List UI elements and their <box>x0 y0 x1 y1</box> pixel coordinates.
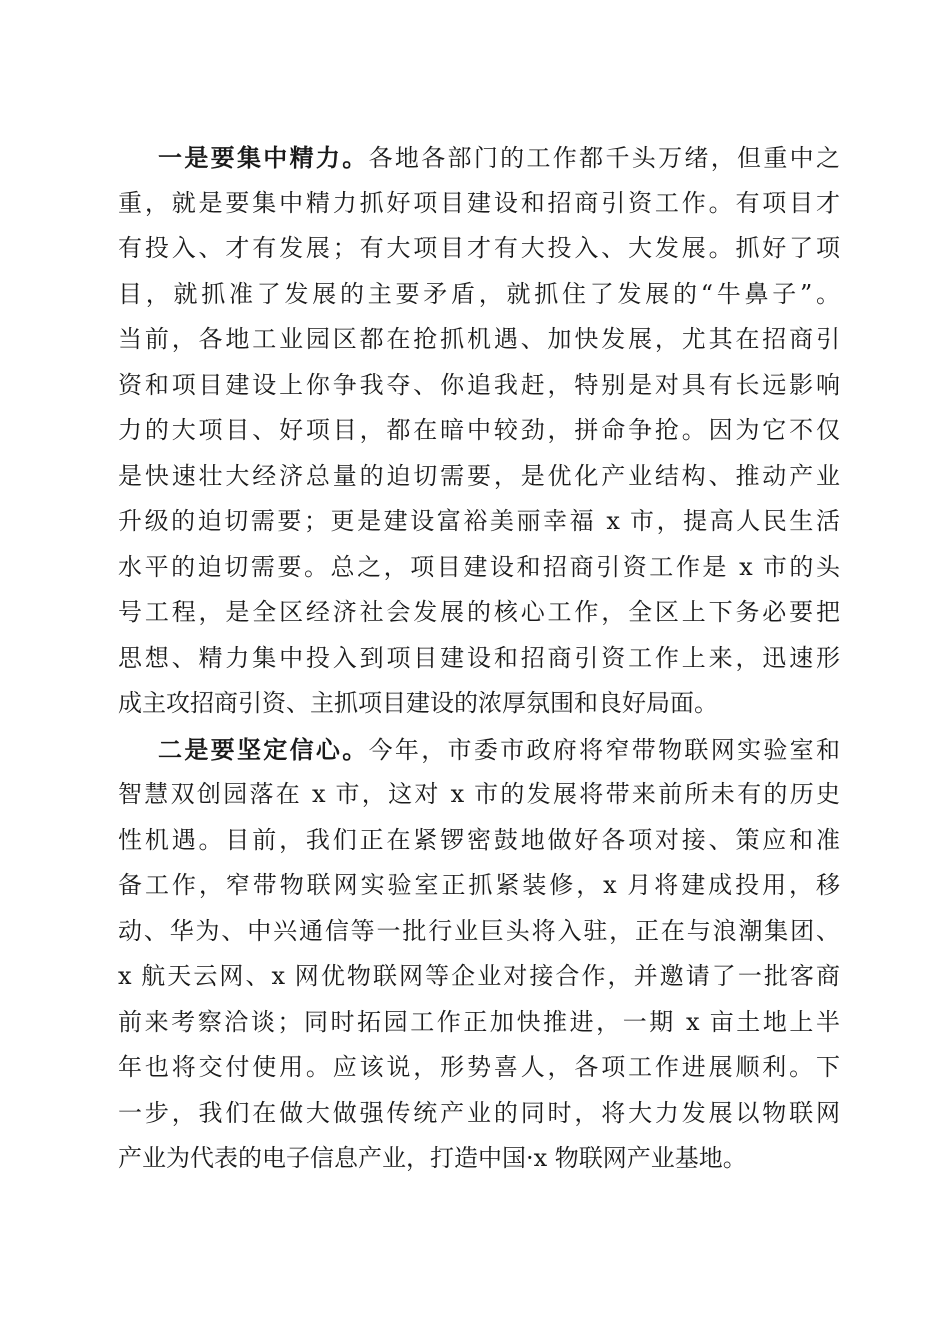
paragraph-line: 重，就是要集中精力抓好项目建设和招商引资工作。有项目才 <box>118 188 840 217</box>
line-text: 今年，市委市政府将窄带物联网实验室和 <box>368 735 841 764</box>
paragraph-line: 有投入、才有发展；有大项目才有大投入、大发展。抓好了项 <box>118 234 840 262</box>
paragraph-line: 资和项目建设上你争我夺、你追我赶，特别是对具有长远影响 <box>118 370 840 399</box>
paragraph-line <box>118 727 840 773</box>
paragraph-line: 产业为代表的电子信息产业，打造中国·x 物联网产业基地。 <box>118 1144 747 1172</box>
paragraph-line: 思想、精力集中投入到项目建设和招商引资工作上来，迅速形 <box>118 643 840 672</box>
paragraph-line: 性机遇。目前，我们正在紧锣密鼓地做好各项对接、策应和准 <box>118 825 840 854</box>
paragraph-line: 备工作，窄带物联网实验室正抓紧装修，x 月将建成投用，移 <box>118 871 840 899</box>
paragraph-line: 前来考察洽谈；同时拓园工作正加快推进，一期 x 亩土地上半 <box>118 1007 840 1036</box>
paragraph-line: 升级的迫切需要；更是建设富裕美丽幸福 x 市，提高人民生活 <box>118 507 840 535</box>
paragraph-line: 力的大项目、好项目，都在暗中较劲，拼命争抢。因为它不仅 <box>118 416 840 444</box>
paragraph-line: 是快速壮大经济总量的迫切需要，是优化产业结构、推动产业 <box>118 461 840 490</box>
paragraph-line <box>118 135 840 181</box>
paragraph-line: 智慧双创园落在 x 市，这对 x 市的发展将带来前所未有的历史 <box>118 780 840 808</box>
paragraph-lead: 一是要集中精力。 <box>158 143 369 172</box>
paragraph-line: 动、华为、中兴通信等一批行业巨头将入驻，正在与浪潮集团、 <box>118 916 840 945</box>
paragraph-line: 号工程，是全区经济社会发展的核心工作，全区上下务必要把 <box>118 598 840 626</box>
paragraph-line: 年也将交付使用。应该说，形势喜人，各项工作进展顺利。下 <box>118 1053 840 1081</box>
paragraph-line: 目，就抓准了发展的主要矛盾，就抓住了发展的“牛鼻子”。 <box>118 279 840 308</box>
paragraph-line: 水平的迫切需要。总之，项目建设和招商引资工作是 x 市的头 <box>118 552 840 581</box>
line-text: 各地各部门的工作都千头万绪，但重中之 <box>368 144 841 172</box>
paragraph-1 <box>118 135 840 727</box>
paragraph-2 <box>118 727 840 1182</box>
paragraph-line: 成主攻招商引资、主抓项目建设的浓厚氛围和良好局面。 <box>118 689 718 717</box>
document-body <box>118 135 840 1182</box>
paragraph-line: 当前，各地工业园区都在抢抓机遇、加快发展，尤其在招商引 <box>118 325 840 353</box>
paragraph-line: x 航天云网、x 网优物联网等企业对接合作，并邀请了一批客商 <box>118 962 840 990</box>
paragraph-line: 一步，我们在做大做强传统产业的同时，将大力发展以物联网 <box>118 1098 840 1127</box>
paragraph-lead: 二是要坚定信心。 <box>158 734 369 764</box>
